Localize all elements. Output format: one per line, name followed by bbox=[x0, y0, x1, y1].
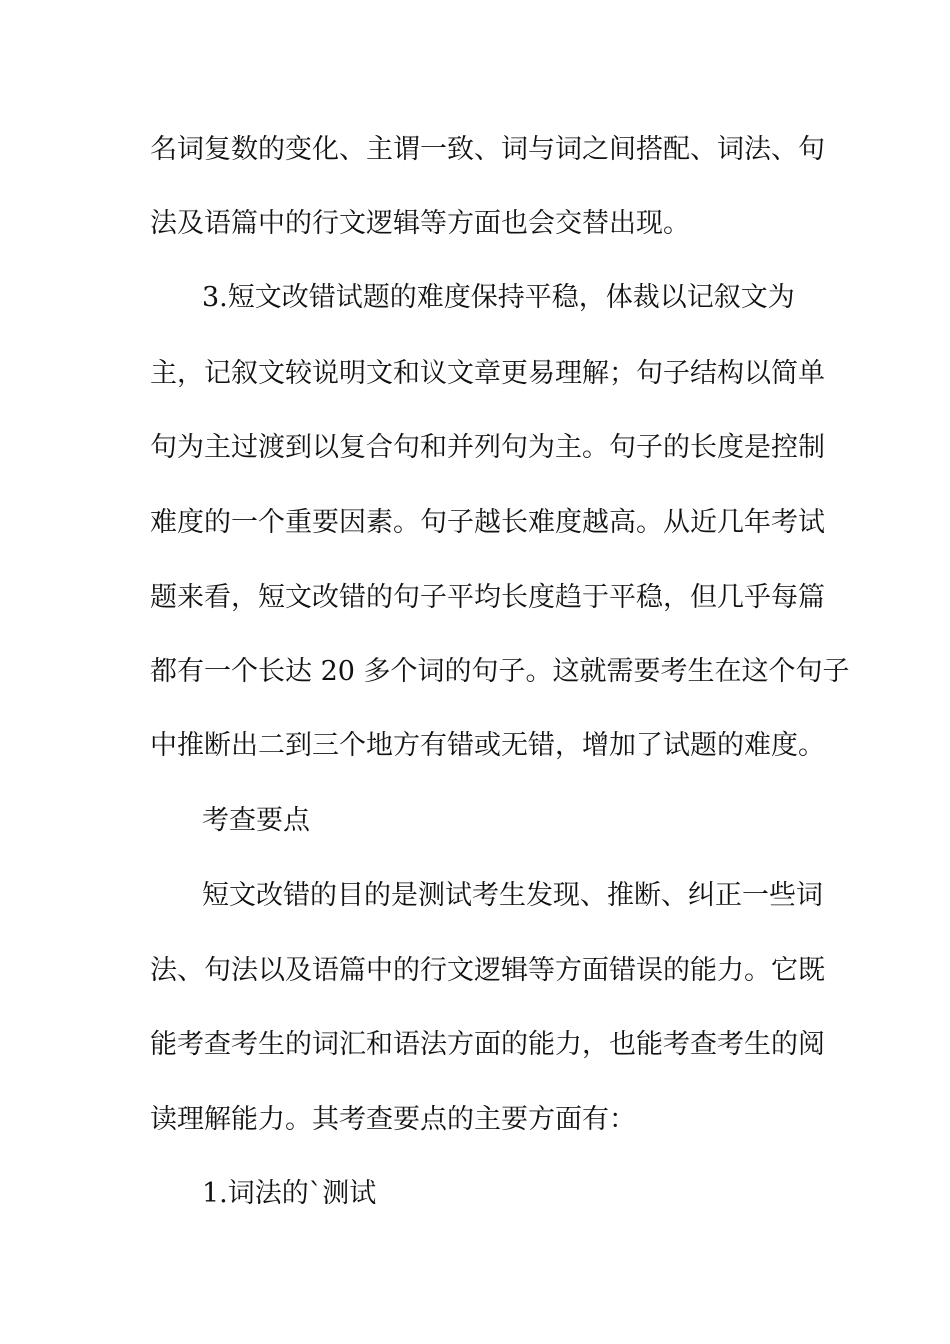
numbered-item: 1.词法的`测试 bbox=[202, 1178, 377, 1209]
text-line: 名词复数的变化、主谓一致、词与词之间搭配、词法、句 bbox=[150, 134, 825, 165]
text-line: 能考查考生的词汇和语法方面的能力，也能考查考生的阅 bbox=[150, 1029, 825, 1060]
text-line: 法、句法以及语篇中的行文逻辑等方面错误的能力。它既 bbox=[150, 955, 825, 986]
section-heading: 考查要点 bbox=[202, 805, 310, 836]
text-line: 题来看，短文改错的句子平均长度趋于平稳，但几乎每篇 bbox=[150, 582, 825, 613]
text-line: 中推断出二到三个地方有错或无错，增加了试题的难度。 bbox=[150, 730, 825, 761]
text-line: 主，记叙文较说明文和议文章更易理解；句子结构以简单 bbox=[150, 358, 825, 389]
text-line: 难度的一个重要因素。句子越长难度越高。从近几年考试 bbox=[150, 507, 825, 538]
text-line: 法及语篇中的行文逻辑等方面也会交替出现。 bbox=[150, 208, 690, 239]
text-line: 句为主过渡到以复合句和并列句为主。句子的长度是控制 bbox=[150, 432, 825, 463]
text-line: 都有一个长达 20 多个词的句子。这就需要考生在这个句子 bbox=[150, 656, 850, 687]
text-line: 3.短文改错试题的难度保持平稳，体裁以记叙文为 bbox=[202, 282, 795, 313]
text-line: 读理解能力。其考查要点的主要方面有： bbox=[150, 1104, 636, 1135]
text-line: 短文改错的目的是测试考生发现、推断、纠正一些词 bbox=[202, 880, 823, 911]
